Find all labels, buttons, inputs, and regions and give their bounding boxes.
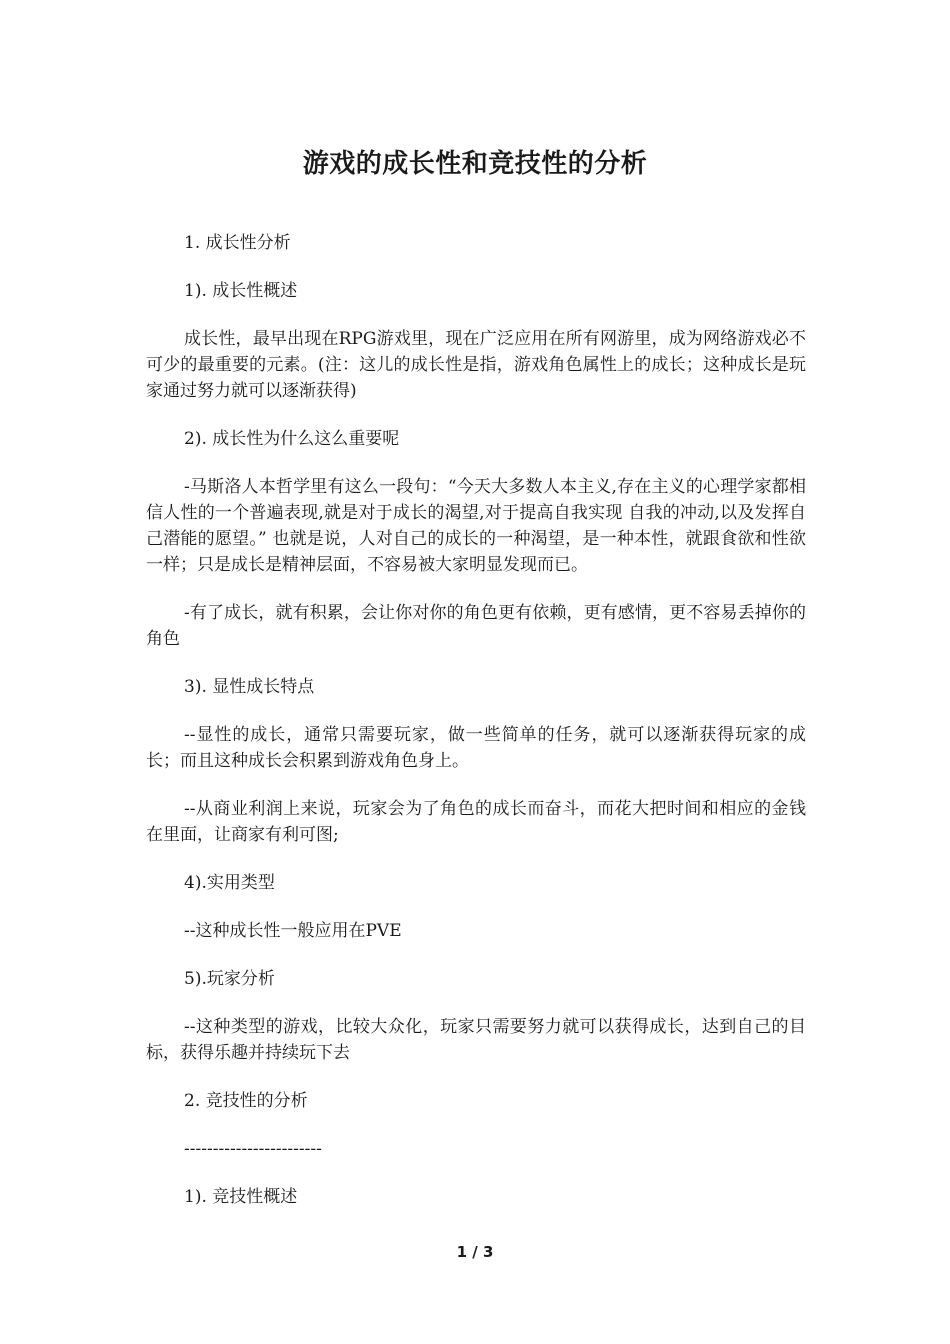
page-number: 1 / 3 xyxy=(456,1243,494,1261)
paragraph-explicit-growth-tasks: --显性的成长，通常只需要玩家，做一些简单的任务，就可以逐渐获得玩家的成长；而且这种成长会积累到游戏角色身上。 xyxy=(146,725,806,771)
subheading-growth-overview: 1). 成长性概述 xyxy=(184,281,298,301)
subheading-player-analysis: 5).玩家分析 xyxy=(184,969,275,989)
document-title: 游戏的成长性和竞技性的分析 xyxy=(302,149,648,179)
paragraph-maslow-quote: -马斯洛人本哲学里有这么一段句：“今天大多数人本主义,存在主义的心理学家都相信人性的一个普遍表现,就是对于成长的渴望,对于提高自我实现 自我的冲动,以及发挥自己潜能的愿望。” 也就是说，人对自己的成长的一种渴望，是一种本性，就跟食欲和性欲一样；只是成长是精神层面，不容易被大家明显发现而已。 xyxy=(146,477,806,575)
subheading-explicit-growth: 3). 显性成长特点 xyxy=(184,677,315,697)
paragraph-growth-definition: 成长性，最早出现在RPG游戏里，现在广泛应用在所有网游里，成为网络游戏必不可少的最重要的元素。(注：这儿的成长性是指，游戏角色属性上的成长；这种成长是玩家通过努力就可以逐渐获得) xyxy=(146,329,806,401)
separator-line: ------------------------ xyxy=(184,1139,322,1159)
paragraph-pve: --这种成长性一般应用在PVE xyxy=(184,921,402,941)
paragraph-player-analysis: --这种类型的游戏，比较大众化，玩家只需要努力就可以获得成长，达到自己的目标，获得乐趣并持续玩下去 xyxy=(146,1017,806,1063)
paragraph-commercial-profit: --从商业利润上来说，玩家会为了角色的成长而奋斗，而花大把时间和相应的金钱在里面，让商家有利可图; xyxy=(146,799,806,845)
section-heading-growth: 1. 成长性分析 xyxy=(184,233,291,253)
section-heading-competitive: 2. 竞技性的分析 xyxy=(184,1091,308,1111)
subheading-growth-importance: 2). 成长性为什么这么重要呢 xyxy=(184,429,400,449)
subheading-competitive-overview: 1). 竞技性概述 xyxy=(184,1187,298,1207)
document-body xyxy=(146,230,806,1232)
subheading-practical-type: 4).实用类型 xyxy=(184,873,275,893)
paragraph-accumulation: -有了成长，就有积累，会让你对你的角色更有依赖，更有感情，更不容易丢掉你的角色 xyxy=(146,603,806,649)
